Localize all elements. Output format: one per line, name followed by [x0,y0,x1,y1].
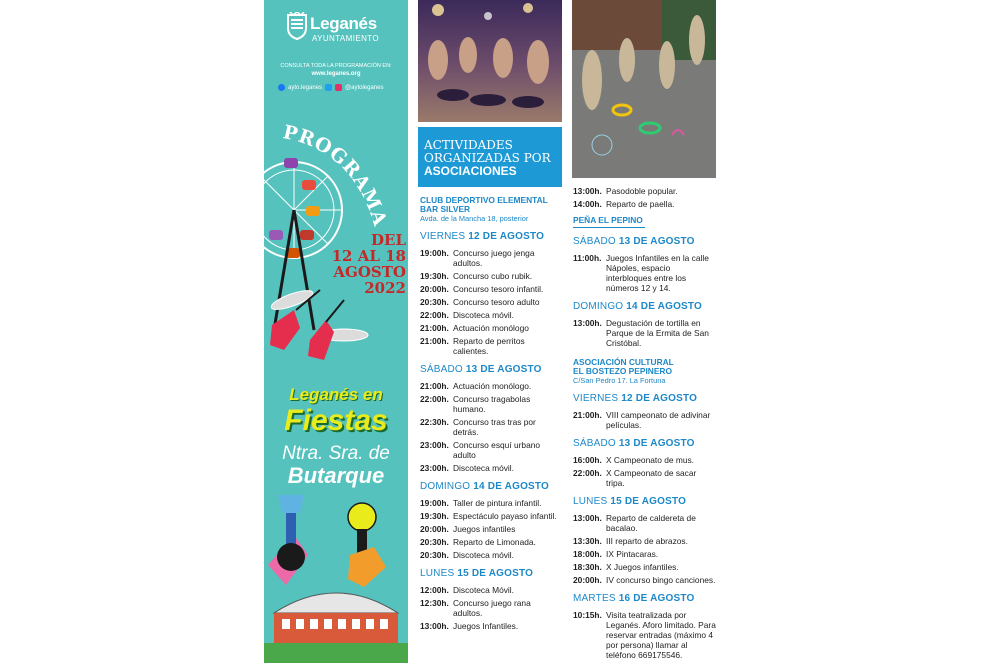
event-row [573,186,716,196]
fiestas-line2: Fiestas [284,404,388,437]
event-text: Concurso juego jenga adultos. [453,248,535,268]
org1-day-list [573,236,716,348]
event-row [420,550,562,560]
event-row [420,271,562,281]
event-time: 13:30h. [573,536,602,546]
event-text: Concurso tesoro infantil. [453,284,544,294]
event-row [573,513,716,533]
consulta-label: CONSULTA TODA LA PROGRAMACIÓN EN: [280,63,392,69]
event-time: 21:00h. [420,323,449,333]
dates-line2: 12 AL 18 [331,247,406,265]
social-links [278,84,398,91]
day-weekday: LUNES [573,496,608,507]
event-row [573,575,716,585]
event-time: 23:00h. [420,440,449,450]
day-heading [420,364,562,376]
event-text: Discoteca móvil. [453,550,514,560]
event-text: X Juegos infantiles. [606,562,679,572]
event-time: 13:00h. [573,186,602,196]
event-time: 20:00h. [420,284,449,294]
event-time: 18:30h. [573,562,602,572]
event-row [573,253,716,293]
event-row [420,336,562,356]
banner-line3: ASOCIACIONES [424,164,517,178]
event-row [420,394,562,414]
event-text: Discoteca móvil. [453,463,514,473]
day-heading [573,236,716,248]
event-text: Visita teatralizada por Leganés. Aforo limitado. Para reservar entradas (máximo 4 por persona) llamar al teléfono 669175546. [606,610,716,660]
section-banner [418,127,562,187]
event-row [420,463,562,473]
day-heading [573,301,716,313]
event-text: X Campeonato de mus. [606,455,694,465]
banner-line1: ACTIVIDADES [424,138,513,152]
event-time: 22:00h. [573,468,602,478]
event-text: III reparto de abrazos. [606,536,688,546]
event-row [420,310,562,320]
event-time: 12:00h. [420,585,449,595]
day-date: 13 DE AGOSTO [465,364,542,375]
day-weekday: MARTES [573,593,616,604]
brand-name: Leganés [310,14,377,33]
event-text: Juegos Infantiles en la calle Nápoles, espacio interbloques entre los números 12 y 14. [606,253,709,293]
event-text: Concurso tragabolas humano. [453,394,531,414]
event-time: 12:30h. [420,598,449,608]
org1-underline [573,227,645,228]
event-row [420,284,562,294]
event-text: Discoteca móvil. [453,310,514,320]
website-link[interactable]: www.leganes.org [311,71,361,77]
facebook-handle[interactable]: ayto.leganes [288,84,323,91]
date-range [320,232,406,296]
fiestas-line4: Butarque [287,463,385,488]
instagram-icon [335,84,342,91]
continued-events [573,186,716,209]
org2-name-line2: EL BOSTEZO PEPINERO [573,366,672,376]
event-row [573,199,716,209]
event-text: Pasodoble popular. [606,186,678,196]
day-heading [573,438,716,450]
event-text: Concurso cubo rubik. [453,271,533,281]
event-time: 14:00h. [573,199,602,209]
event-row [420,511,562,521]
column-middle [418,0,562,663]
day-date: 15 DE AGOSTO [457,568,534,579]
event-row [573,536,716,546]
event-time: 20:30h. [420,537,449,547]
org2-name-line1: ASOCIACIÓN CULTURAL [573,357,674,367]
day-date: 14 DE AGOSTO [626,301,703,312]
event-row [420,524,562,534]
event-row [573,455,716,465]
event-time: 20:00h. [573,575,602,585]
event-text: Actuación monólogo [453,323,529,333]
event-text: Concurso tras tras por detrás. [453,417,536,437]
event-time: 23:00h. [420,463,449,473]
event-time: 13:00h. [573,318,602,328]
event-text: Reparto de caldereta de bacalao. [606,513,696,533]
event-time: 19:00h. [420,498,449,508]
day-weekday: SÁBADO [573,438,616,449]
day-heading [573,393,716,405]
event-time: 19:00h. [420,248,449,258]
day-date: 13 DE AGOSTO [618,438,695,449]
day-weekday: VIERNES [573,393,619,404]
event-time: 22:30h. [420,417,449,427]
day-date: 12 DE AGOSTO [468,231,545,242]
day-list [420,231,562,631]
event-time: 20:30h. [420,550,449,560]
event-row [573,610,716,660]
instagram-handle[interactable]: @aytoleganes [345,84,384,91]
schedule-right [573,186,716,663]
event-time: 18:00h. [573,549,602,559]
festival-illustration [264,495,408,663]
event-row [420,537,562,547]
day-heading [420,568,562,580]
event-text: Degustación de tortilla en Parque de la Ermita de San Cristóbal. [606,318,709,348]
event-row [420,297,562,307]
event-time: 19:30h. [420,271,449,281]
schedule-club-bar-silver [420,196,562,634]
event-time: 20:00h. [420,524,449,534]
brand-subtitle: AYUNTAMIENTO [312,34,380,43]
event-row [573,410,716,430]
event-time: 19:30h. [420,511,449,521]
event-row [573,562,716,572]
event-text: IV concurso bingo canciones. [606,575,716,585]
event-text: Reparto de Limonada. [453,537,536,547]
facebook-icon [278,84,285,91]
day-heading [420,481,562,493]
day-weekday: DOMINGO [573,301,624,312]
day-weekday: DOMINGO [420,481,471,492]
day-date: 14 DE AGOSTO [473,481,550,492]
day-weekday: LUNES [420,568,455,579]
cover-panel [264,0,408,663]
org-name: CLUB DEPORTIVO ELEMENTAL BAR SILVER [420,195,548,214]
fiestas-line1: Leganés en [289,385,383,404]
event-time: 10:15h. [573,610,602,620]
event-time: 11:00h. [573,253,602,263]
event-time: 22:00h. [420,310,449,320]
fiestas-title [264,385,408,487]
event-text: Actuación monólogo. [453,381,532,391]
day-weekday: SÁBADO [420,364,463,375]
event-text: IX Pintacaras. [606,549,659,559]
org1-name: PEÑA EL PEPINO [573,215,643,225]
event-time: 16:00h. [573,455,602,465]
event-row [420,323,562,333]
event-time: 20:30h. [420,297,449,307]
event-time: 13:00h. [420,621,449,631]
day-date: 12 DE AGOSTO [621,393,698,404]
event-row [573,549,716,559]
event-row [420,417,562,437]
org-address: Avda. de la Mancha 18, posterior [420,214,529,223]
event-time: 22:00h. [420,394,449,404]
crest-icon [286,12,308,40]
event-text: Concurso esquí urbano adulto [453,440,541,460]
consulta-text [268,62,404,78]
dates-line3: AGOSTO [333,263,406,281]
event-row [420,440,562,460]
event-time: 21:00h. [420,336,449,346]
event-text: Concurso tesoro adulto [453,297,540,307]
dates-line4: 2022 [364,279,406,297]
svg-text:PROGRAMA [281,121,391,229]
event-row [420,598,562,618]
day-heading [573,496,716,508]
event-text: Reparto de perritos calientes. [453,336,525,356]
day-heading [420,231,562,243]
event-row [420,381,562,391]
event-time: 13:00h. [573,513,602,523]
org2-address: C/San Pedro 17. La Fortuna [573,376,666,385]
event-text: Espectáculo payaso infantil. [453,511,557,521]
fiestas-line3: Ntra. Sra. de [282,443,390,464]
event-row [420,585,562,595]
event-row [573,468,716,488]
party-photo [418,0,562,122]
day-weekday: SÁBADO [573,236,616,247]
event-text: Taller de pintura infantil. [453,498,542,508]
event-text: Juegos infantiles [453,524,516,534]
kids-games-photo [572,0,716,178]
day-date: 13 DE AGOSTO [618,236,695,247]
event-text: Juegos Infantiles. [453,621,519,631]
event-text: Discoteca Móvil. [453,585,514,595]
event-text: Reparto de paella. [606,199,675,209]
day-weekday: VIERNES [420,231,466,242]
programa-label: PROGRAMA [281,121,392,230]
event-text: X Campeonato de sacar tripa. [606,468,697,488]
org2-day-list [573,393,716,660]
banner-line2: ORGANIZADAS POR [424,151,551,165]
day-date: 15 DE AGOSTO [610,496,687,507]
event-text: VIII campeonato de adivinar películas. [606,410,711,430]
event-row [420,498,562,508]
event-row [420,621,562,631]
event-row [420,248,562,268]
column-right [572,0,716,663]
day-heading [573,593,716,605]
event-row [573,318,716,348]
day-date: 16 DE AGOSTO [618,593,695,604]
event-time: 21:00h. [420,381,449,391]
dates-line1: DEL [371,231,406,249]
twitter-icon [325,84,332,91]
event-time: 21:00h. [573,410,602,420]
event-text: Concurso juego rana adultos. [453,598,531,618]
